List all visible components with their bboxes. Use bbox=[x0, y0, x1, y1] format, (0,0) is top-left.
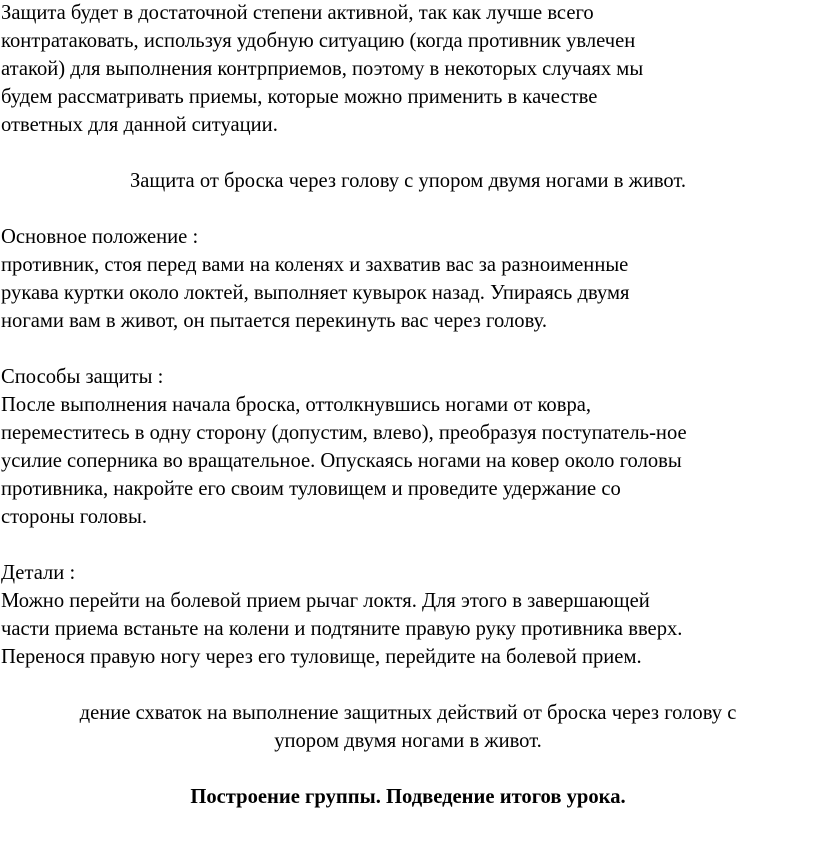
basic-position-paragraph bbox=[0, 223, 816, 335]
blank-line bbox=[0, 671, 816, 699]
text-line: Перенося правую ногу через его туловище, перейдите на болевой прием. bbox=[1, 646, 642, 668]
text-line: Можно перейти на болевой прием рычаг локтя. Для этого в завершающей bbox=[1, 590, 650, 612]
section-title: Защита от броска через голову с упором двумя ногами в живот. bbox=[129, 170, 687, 192]
text-line: противник, стоя перед вами на коленях и захватив вас за разноименные bbox=[1, 254, 629, 276]
text-line: ногами вам в живот, он пытается перекинуть вас через голову. bbox=[1, 310, 547, 332]
text-line: дение схваток на выполнение защитных действий от броска через голову с bbox=[79, 702, 737, 724]
blank-line bbox=[0, 755, 816, 783]
blank-line bbox=[0, 335, 816, 363]
blank-line bbox=[0, 139, 816, 167]
text-line: ответных для данной ситуации. bbox=[1, 114, 278, 136]
text-line: Защита будет в достаточной степени активной, так как лучше всего bbox=[1, 2, 594, 24]
blank-line bbox=[0, 531, 816, 559]
text-line: рукава куртки около локтей, выполняет кувырок назад. Упираясь двумя bbox=[1, 282, 630, 304]
text-line: атакой) для выполнения контрприемов, поэтому в некоторых случаях мы bbox=[1, 58, 644, 80]
text-line: будем рассматривать приемы, которые можно применить в качестве bbox=[1, 86, 598, 108]
details-paragraph bbox=[0, 559, 816, 671]
defense-methods-heading: Способы защиты : bbox=[1, 366, 164, 388]
practice-paragraph bbox=[0, 699, 816, 755]
blank-line bbox=[0, 195, 816, 223]
defense-methods-paragraph bbox=[0, 363, 816, 531]
text-line: переместитесь в одну сторону (допустим, влево), преобразуя поступатель-ное bbox=[1, 422, 687, 444]
closing-line: Построение группы. Подведение итогов урока. bbox=[190, 786, 626, 808]
intro-paragraph bbox=[0, 0, 816, 139]
text-line: упором двумя ногами в живот. bbox=[274, 730, 542, 752]
text-line: части приема встаньте на колени и подтяните правую руку противника вверх. bbox=[1, 618, 683, 640]
text-line: стороны головы. bbox=[1, 506, 148, 528]
details-heading: Детали : bbox=[1, 562, 76, 584]
text-line: противника, накройте его своим туловищем и проведите удержание со bbox=[1, 478, 621, 500]
basic-position-heading: Основное положение : bbox=[1, 226, 199, 248]
text-line: усилие соперника во вращательное. Опускаясь ногами на ковер около головы bbox=[1, 450, 682, 472]
text-line: контратаковать, используя удобную ситуацию (когда противник увлечен bbox=[1, 30, 636, 52]
text-line: После выполнения начала броска, оттолкнувшись ногами от ковра, bbox=[1, 394, 592, 416]
